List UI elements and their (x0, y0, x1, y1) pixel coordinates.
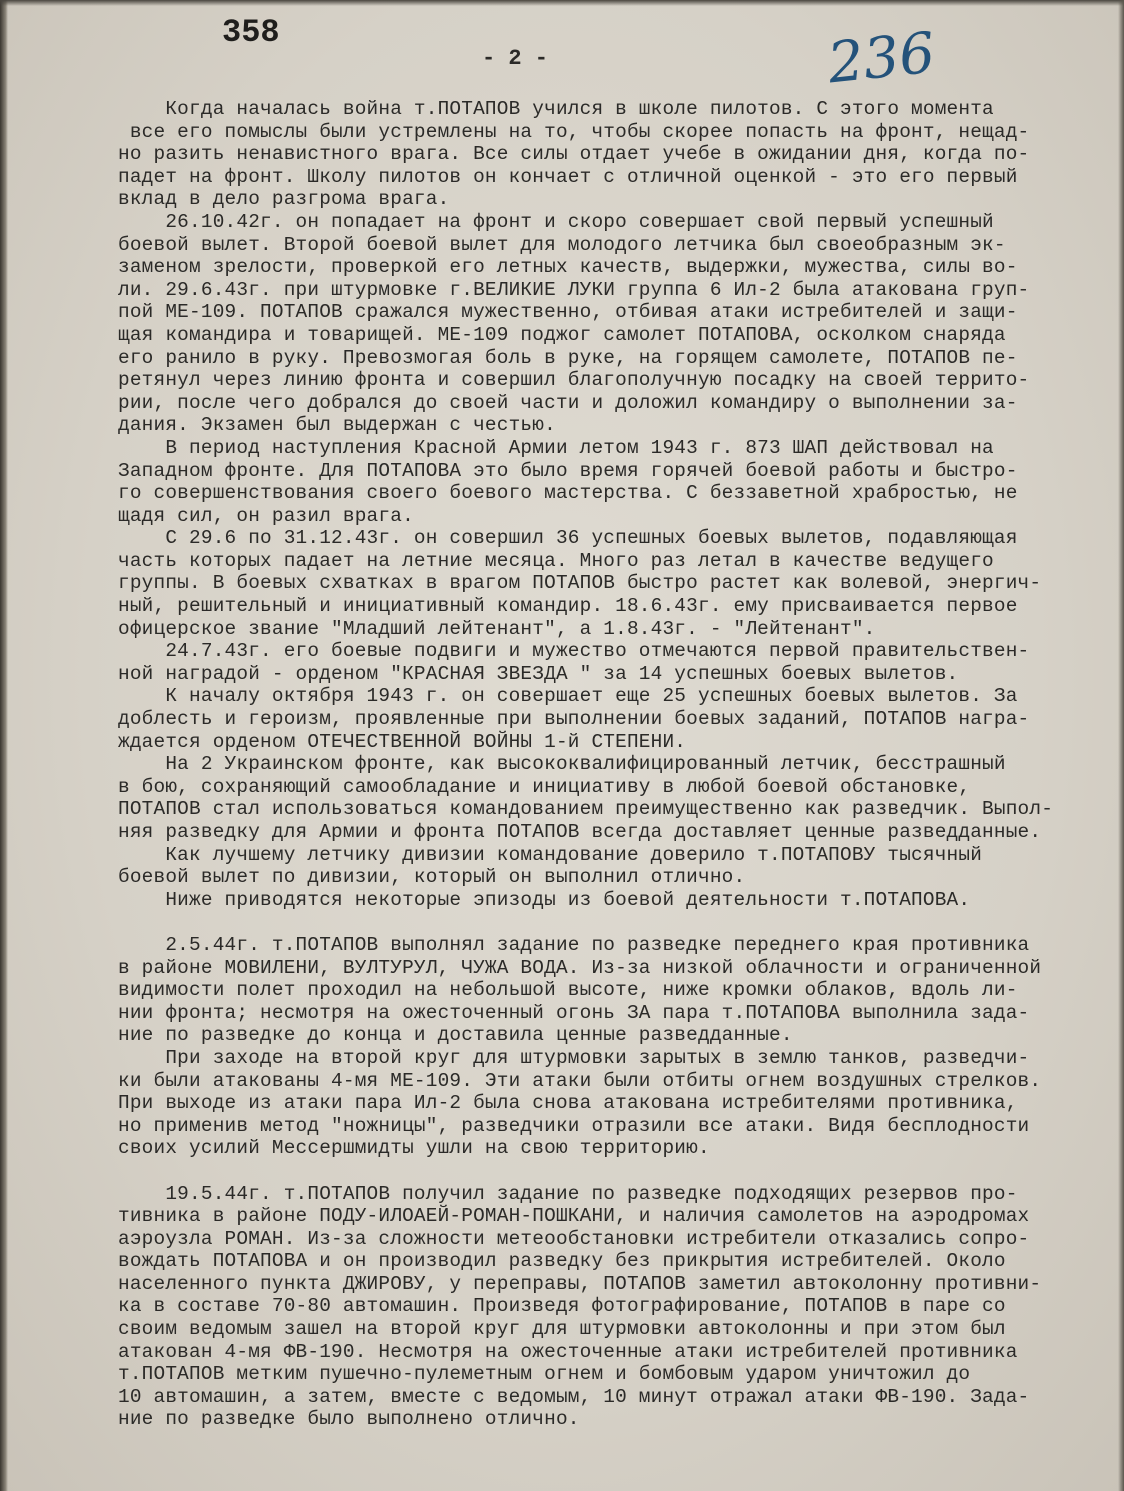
text-line: офицерское звание "Младший лейтенант", а 1.8.43г. - "Лейтенант". (118, 617, 876, 640)
text-line: 19.5.44г. т.ПОТАПОВ получил задание по разведке подходящих резервов про- (118, 1182, 1018, 1205)
text-line: няя разведку для Армии и фронта ПОТАПОВ всегда доставляет ценные разведданные. (118, 821, 1042, 843)
text-line: все его помыслы были устремлены на то, чтобы скорее попасть на фронт, нещад- (118, 120, 1030, 143)
text-line: ждается орденом ОТЕЧЕСТВЕННОЙ ВОЙНЫ 1-й СТЕПЕНИ. (118, 730, 687, 753)
text-line: щадя сил, он разил врага. (118, 504, 414, 527)
text-line: Ниже приводятся некоторые эпизоды из боевой деятельности т.ПОТАПОВА. (118, 888, 971, 911)
text-line: населенного пункта ДЖИРОВУ, у переправы, ПОТАПОВ заметил автоколонну противни- (118, 1272, 1042, 1295)
text-line: в бою, сохраняющий самообладание и инициативу в любой боевой обстановке, (118, 775, 971, 798)
text-line: дания. Экзамен был выдержан с честью. (118, 414, 556, 437)
text-line: При заходе на второй круг для штурмовки зарытых в землю танков, разведчи- (118, 1046, 1030, 1069)
text-line: На 2 Украинском фронте, как высококвалифицированный летчик, бесстрашный (118, 753, 1006, 776)
text-line: Как лучшему летчику дивизии командование доверило т.ПОТАПОВУ тысячный (118, 843, 983, 866)
paragraph (118, 527, 1098, 640)
scan-edge-right (1118, 0, 1124, 1491)
text-line: 26.10.42г. он попадает на фронт и скоро совершает свой первый успешный (118, 210, 994, 233)
text-line: 24.7.43г. его боевые подвиги и мужество отмечаются первой правительствен- (118, 640, 1030, 663)
text-line: боевой вылет по дивизии, который он выполнил отлично. (118, 866, 746, 889)
text-line: тивника в районе ПОДУ-ИЛОАЕЙ-РОМАН-ПОШКАНИ, и наличия самолетов на аэродромах (118, 1205, 1030, 1228)
text-line: 10 автомашин, а затем, вместе с ведомым, 10 минут отражал атаки ФВ-190. Зада- (118, 1385, 1030, 1408)
text-line: часть которых падает на летние месяца. Много раз летал в качестве ведущего (118, 549, 994, 572)
text-line: ки были атакованы 4-мя МЕ-109. Эти атаки были отбиты огнем воздушных стрелков. (118, 1069, 1042, 1092)
text-line: своих усилий Мессершмидты ушли на свою территорию. (118, 1137, 710, 1160)
text-line: атакован 4-мя ФВ-190. Несмотря на ожесточенные атаки истребителей противника (118, 1340, 1018, 1363)
text-line: К началу октября 1943 г. он совершает еще 25 успешных боевых вылетов. За (118, 685, 1018, 708)
text-line: С 29.6 по 31.12.43г. он совершил 36 успешных боевых вылетов, подавляющая (118, 527, 1018, 550)
text-line: ной наградой - орденом "КРАСНАЯ ЗВЕЗДА " за 14 успешных боевых вылетов. (118, 662, 959, 685)
text-line: вклад в дело разгрома врага. (118, 188, 450, 211)
text-line: ка в составе 70-80 автомашин. Произведя фотографирование, ПОТАПОВ в паре со (118, 1295, 1006, 1318)
page-number: - 2 - (482, 46, 549, 71)
text-line: В период наступления Красной Армии летом 1943 г. 873 ШАП действовал на (118, 436, 994, 459)
text-line: своим ведомым зашел на второй круг для штурмовки автоколонны и при этом был (118, 1318, 1006, 1341)
text-line: щая командира и товарищей. МЕ-109 поджог самолет ПОТАПОВА, осколком снаряда (118, 323, 1006, 346)
text-line: Когда началась война т.ПОТАПОВ учился в школе пилотов. С этого момента (118, 98, 994, 120)
paragraph (118, 211, 1098, 437)
text-line: рии, после чего добрался до своей части и доложил командиру о выполнении за- (118, 391, 1018, 414)
text-line: заменом зрелости, проверкой его летных качеств, выдержки, мужества, силы во- (118, 256, 1018, 279)
text-line: видимости полет проходил на небольшой высоте, ниже кромки облаков, вдоль ли- (118, 979, 1018, 1002)
text-line: пой МЕ-109. ПОТАПОВ сражался мужественно, отбивая атаки истребителей и защи- (118, 301, 1018, 324)
text-line: 2.5.44г. т.ПОТАПОВ выполнял задание по разведке переднего края противника (118, 933, 1030, 956)
text-line: ретянул через линию фронта и совершил благополучную посадку на своей террито- (118, 369, 1030, 392)
paragraph (118, 685, 1098, 753)
text-line: в районе МОВИЛЕНИ, ВУЛТУРУЛ, ЧУЖА ВОДА. Из-за низкой облачности и ограниченной (118, 956, 1042, 979)
text-line: аэроузла РОМАН. Из-за сложности метеообстановки истребители отказались сопро- (118, 1227, 1030, 1250)
text-line: ние по разведке до конца и доставила ценные разведданные. (118, 1024, 793, 1047)
text-line: ли. 29.6.43г. при штурмовке г.ВЕЛИКИЕ ЛУКИ группа 6 Ил-2 была атакована груп- (118, 278, 1030, 301)
paragraph (118, 640, 1098, 685)
text-line: ный, решительный и инициативный командир. 18.6.43г. ему присваивается первое (118, 595, 1018, 618)
text-line: нии фронта; несмотря на ожесточенный огонь ЗА пара т.ПОТАПОВА выполнила зада- (118, 1001, 1030, 1024)
document-body (118, 98, 1098, 1431)
text-line: боевой вылет. Второй боевой вылет для молодого летчика был своеобразным эк- (118, 233, 1006, 256)
archive-number: 358 (222, 14, 280, 51)
text-line: При выходе из атаки пара Ил-2 была снова атакована истребителями противника, (118, 1092, 1018, 1115)
scan-edge-left (0, 0, 8, 1491)
paragraph (118, 1047, 1098, 1160)
text-line: падет на фронт. Школу пилотов он кончает с отличной оценкой - это его первый (118, 165, 1018, 188)
text-line: го совершенствования своего боевого мастерства. С беззаветной храбростью, не (118, 482, 1018, 505)
text-line: доблесть и героизм, проявленные при выполнении боевых заданий, ПОТАПОВ награ- (118, 708, 1030, 731)
text-line: ПОТАПОВ стал использоваться командованием преимущественно как разведчик. Выпол- (118, 798, 1054, 821)
paragraph (118, 98, 1098, 211)
text-line: Западном фронте. Для ПОТАПОВА это было время горячей боевой работы и быстро- (118, 459, 1018, 482)
text-line: но разить ненавистного врага. Все силы отдает учебе в ожидании дня, когда по- (118, 143, 1030, 166)
text-line: группы. В боевых схватках в врагом ПОТАПОВ быстро растет как волевой, энергич- (118, 572, 1042, 595)
text-line: но применив метод "ножницы", разведчики отразили все атаки. Видя бесплодности (118, 1114, 1030, 1137)
scan-edge-top (0, 0, 1124, 6)
paragraph (118, 889, 1098, 912)
paragraph (118, 753, 1098, 843)
text-line: его ранило в руку. Превозмогая боль в руке, на горящем самолете, ПОТАПОВ пе- (118, 346, 1018, 369)
handwritten-folio-number: 236 (824, 20, 938, 97)
paragraph (118, 437, 1098, 527)
text-line: вождать ПОТАПОВА и он производил разведку без прикрытия истребителей. Около (118, 1250, 1006, 1273)
paragraph (118, 844, 1098, 889)
paragraph (118, 934, 1098, 1047)
text-line: ние по разведке было выполнено отлично. (118, 1408, 580, 1431)
paragraph (118, 1183, 1098, 1432)
text-line: т.ПОТАПОВ метким пушечно-пулеметным огнем и бомбовым ударом уничтожил до (118, 1363, 971, 1386)
